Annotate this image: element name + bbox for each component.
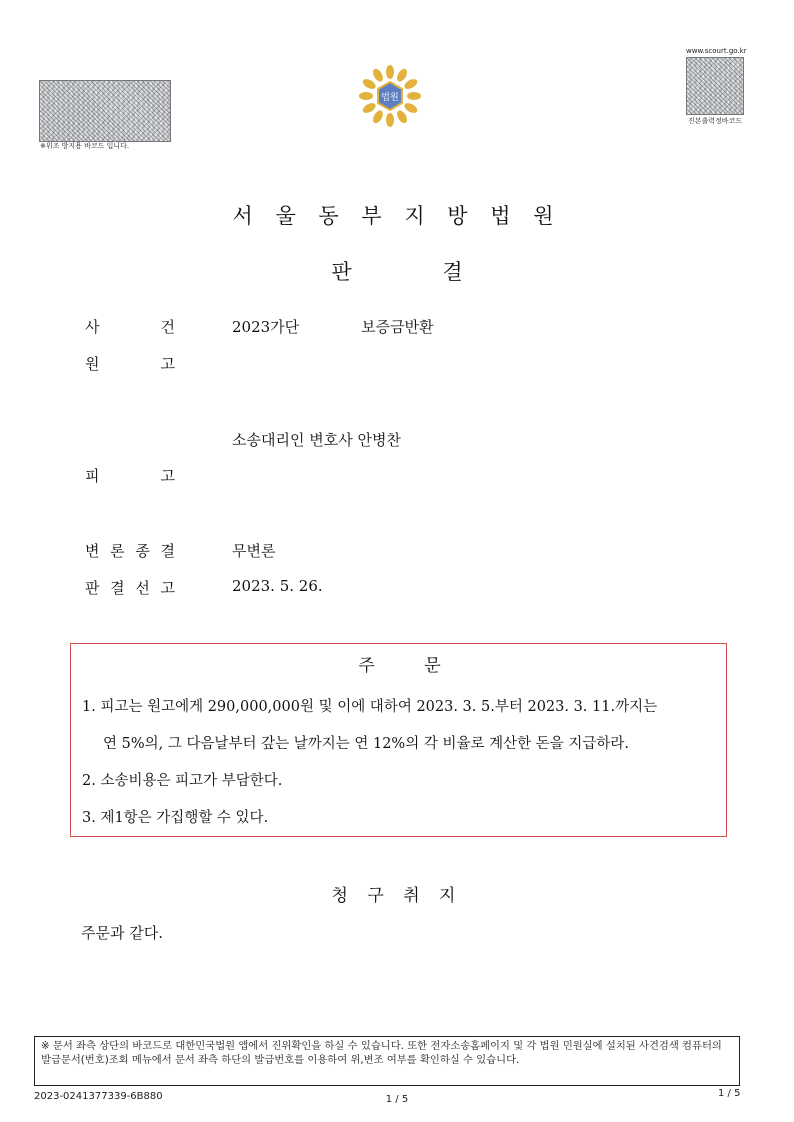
claim-text: 주문과 같다. [81, 924, 163, 942]
document-title: 판 결 [331, 260, 463, 284]
emblem-petal [371, 109, 385, 125]
case-label [85, 316, 175, 337]
label-char: 건 [160, 318, 175, 336]
emblem-petal [361, 101, 377, 115]
label-char: 론 [110, 542, 125, 560]
emblem-petal [395, 109, 409, 125]
label-char: 변 [85, 542, 100, 560]
emblem-petal [395, 67, 409, 83]
plaintiff-label [85, 353, 175, 374]
qr-code [686, 57, 744, 115]
label-char: 종 [135, 542, 150, 560]
emblem-petal [386, 113, 394, 127]
hearing-closed-value: 무변론 [232, 542, 276, 560]
emblem-petal [359, 92, 373, 100]
order-item: 2. 소송비용은 피고가 부담한다. [82, 773, 283, 789]
hearing-closed-label [85, 540, 175, 561]
verification-notice: ※ 문서 좌측 상단의 바코드로 대한민국법원 앱에서 진위확인을 하실 수 있습니다. 또한 전자소송홈페이지 및 각 법원 민원실에 설치된 사건검색 컴퓨터의 발급문서(번호)조회 메뉴에서 문서 좌측 하단의 발급번호를 이용하여 위,변조 여부를 확인하실 수 있습니다. [34, 1036, 740, 1086]
label-char: 원 [85, 355, 100, 373]
page-number: 1 / 5 [385, 1094, 409, 1105]
judgment-date-value: 2023. 5. 26. [232, 577, 323, 595]
emblem-petal [407, 92, 421, 100]
defendant-label [85, 465, 175, 486]
claim-heading: 청 구 취 지 [331, 886, 463, 906]
issue-number: 2023-0241377339-6B880 [34, 1091, 163, 1102]
emblem-petal [403, 77, 419, 91]
verification-barcode-caption: ※위조 방지용 바코드 입니다. [40, 142, 130, 150]
label-char: 판 [85, 579, 100, 597]
emblem-petal [371, 67, 385, 83]
order-item: 3. 제1항은 가집행할 수 있다. [82, 810, 269, 826]
order-section [70, 643, 727, 837]
judgment-date-label [85, 577, 175, 598]
qr-code-caption: 진본출력정바코드 [688, 117, 743, 125]
plaintiff-attorney: 소송대리인 변호사 안병찬 [232, 431, 401, 449]
court-name: 서 울 동 부 지 방 법 원 [232, 204, 562, 228]
label-char: 결 [110, 579, 125, 597]
page-number-right: 1 / 5 [718, 1088, 741, 1099]
label-char: 사 [85, 318, 100, 336]
order-item: 1. 피고는 원고에게 290,000,000원 및 이에 대하여 2023. 3. 5.부터 2023. 3. 11.까지는 [82, 699, 658, 715]
label-char: 결 [160, 542, 175, 560]
verification-barcode [39, 80, 171, 142]
court-emblem-icon [352, 58, 428, 134]
emblem-petal [386, 65, 394, 79]
label-char: 고 [160, 467, 175, 485]
order-item-continuation: 연 5%의, 그 다음날부터 갚는 날까지는 연 12%의 각 비율로 계산한 돈을 지급하라. [103, 736, 629, 752]
label-char: 고 [160, 355, 175, 373]
court-url: www.scourt.go.kr [686, 47, 747, 55]
case-number: 2023가단 보증금반환 [232, 318, 434, 336]
emblem-petal [361, 77, 377, 91]
emblem-petal [403, 101, 419, 115]
emblem-text: 법원 [381, 93, 399, 103]
label-char: 선 [135, 579, 150, 597]
label-char: 고 [160, 579, 175, 597]
label-char: 피 [85, 467, 100, 485]
order-heading: 주 문 [358, 656, 441, 676]
